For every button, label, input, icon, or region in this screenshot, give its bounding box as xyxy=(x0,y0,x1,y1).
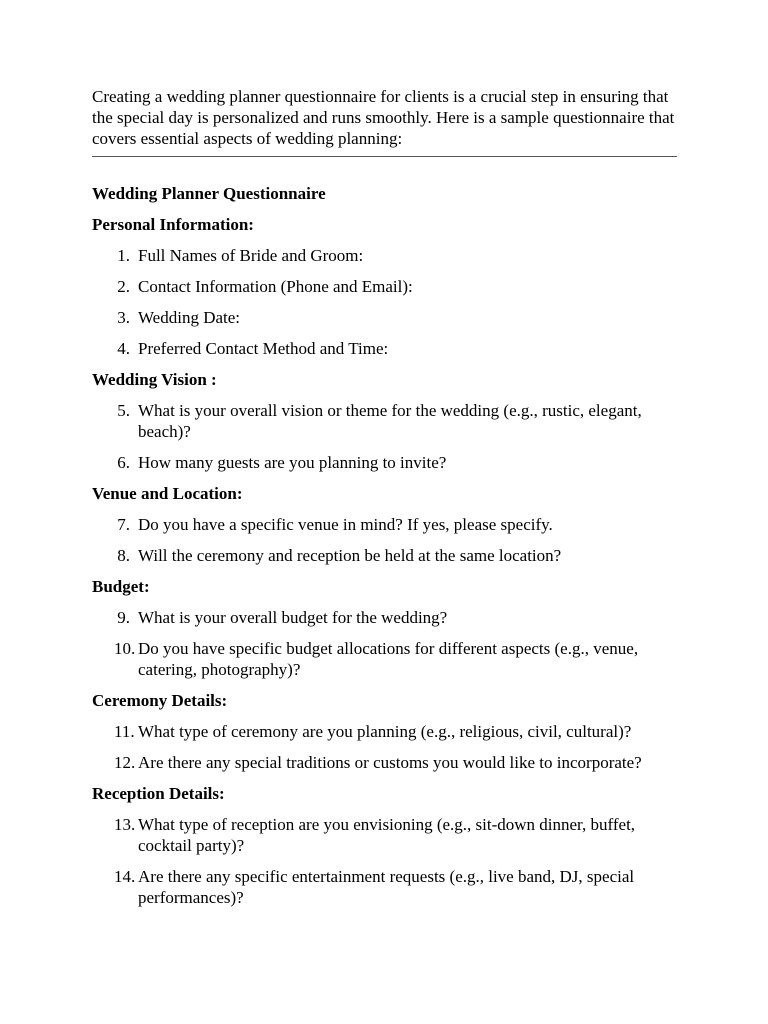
question-number: 3. xyxy=(117,308,130,327)
questionnaire-title: Wedding Planner Questionnaire xyxy=(92,184,326,203)
question-number: 6. xyxy=(117,453,130,472)
question-item xyxy=(92,338,677,359)
question-text: What type of reception are you envisioning (e.g., sit-down dinner, buffet, cocktail party)? xyxy=(138,815,636,855)
question-item xyxy=(92,721,677,742)
question-number: 1. xyxy=(117,246,130,265)
section-budget xyxy=(92,576,677,680)
document-page xyxy=(92,86,677,908)
question-number: 13. xyxy=(114,815,136,834)
intro-paragraph: Creating a wedding planner questionnaire for clients is a crucial step in ensuring that the special day is personalized and runs smoothly. Here is a sample questionnaire that covers essential aspects of wedding planning: xyxy=(92,87,675,148)
question-item xyxy=(92,638,677,680)
question-number: 8. xyxy=(117,546,130,565)
question-text: Preferred Contact Method and Time: xyxy=(138,339,389,358)
section-wedding-vision xyxy=(92,369,677,473)
question-item xyxy=(92,514,677,535)
section-ceremony-details xyxy=(92,690,677,773)
question-number: 7. xyxy=(117,515,130,534)
section-heading: Venue and Location: xyxy=(92,484,243,503)
question-item xyxy=(92,814,677,856)
section-heading: Reception Details: xyxy=(92,784,225,803)
section-heading: Wedding Vision : xyxy=(92,370,217,389)
horizontal-rule xyxy=(92,156,677,157)
question-number: 12. xyxy=(114,753,136,772)
question-text: Will the ceremony and reception be held at the same location? xyxy=(138,546,562,565)
question-number: 5. xyxy=(117,401,130,420)
question-number: 11. xyxy=(114,722,135,741)
question-item xyxy=(92,307,677,328)
question-text: How many guests are you planning to invite? xyxy=(138,453,447,472)
question-text: What is your overall vision or theme for the wedding (e.g., rustic, elegant, beach)? xyxy=(138,401,642,441)
question-text: What type of ceremony are you planning (e.g., religious, civil, cultural)? xyxy=(138,722,632,741)
question-item xyxy=(92,452,677,473)
question-text: Do you have a specific venue in mind? If yes, please specify. xyxy=(138,515,553,534)
question-number: 9. xyxy=(117,608,130,627)
question-item xyxy=(92,400,677,442)
question-item xyxy=(92,245,677,266)
question-item xyxy=(92,276,677,297)
question-text: Are there any special traditions or customs you would like to incorporate? xyxy=(138,753,642,772)
section-heading: Personal Information: xyxy=(92,215,254,234)
question-text: Do you have specific budget allocations for different aspects (e.g., venue, catering, photography)? xyxy=(138,639,639,679)
section-heading: Ceremony Details: xyxy=(92,691,228,710)
section-personal-information xyxy=(92,214,677,359)
question-number: 4. xyxy=(117,339,130,358)
question-number: 10. xyxy=(114,639,136,658)
question-text: Contact Information (Phone and Email): xyxy=(138,277,413,296)
question-item xyxy=(92,607,677,628)
question-text: Wedding Date: xyxy=(138,308,241,327)
question-item xyxy=(92,752,677,773)
question-item xyxy=(92,545,677,566)
section-venue-and-location xyxy=(92,483,677,566)
question-item xyxy=(92,866,677,908)
question-number: 14. xyxy=(114,867,136,886)
question-text: Full Names of Bride and Groom: xyxy=(138,246,364,265)
section-reception-details xyxy=(92,783,677,908)
question-number: 2. xyxy=(117,277,130,296)
question-text: Are there any specific entertainment requests (e.g., live band, DJ, special performances)? xyxy=(138,867,635,907)
question-text: What is your overall budget for the wedding? xyxy=(138,608,448,627)
section-heading: Budget: xyxy=(92,577,150,596)
